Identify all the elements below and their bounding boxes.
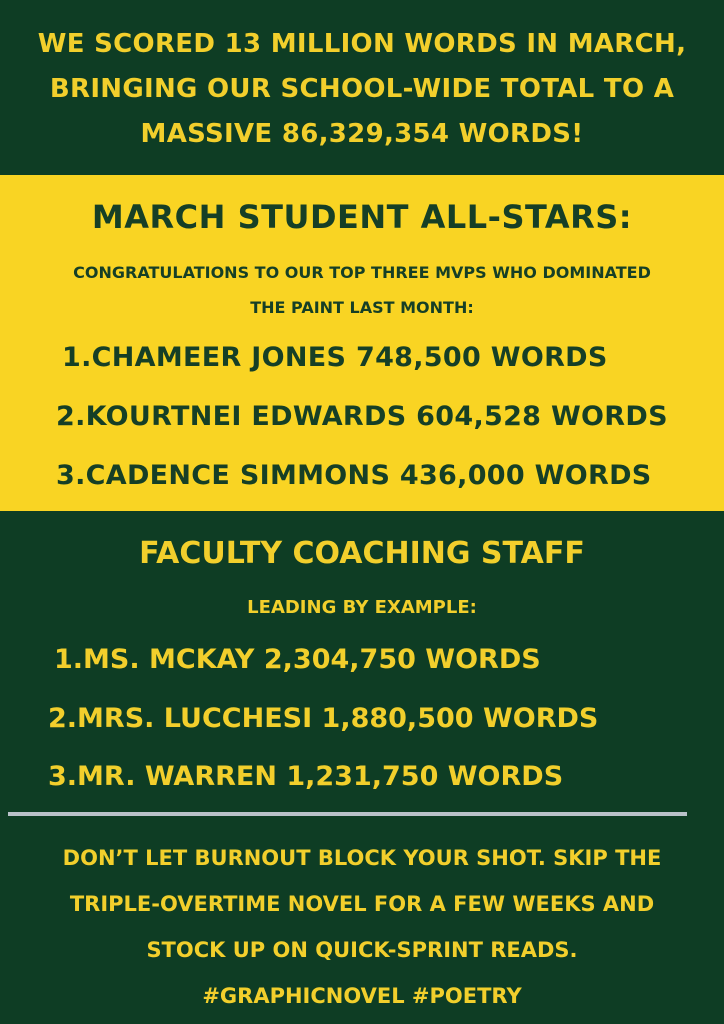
- faculty-rank-2: 2.MRS. LUCCHESI 1,880,500 WORDS: [48, 703, 599, 734]
- faculty-coaching-section: [0, 511, 724, 811]
- faculty-rank-3: 3.MR. WARREN 1,231,750 WORDS: [48, 761, 564, 792]
- intro-line-1: WE SCORED 13 MILLION WORDS IN MARCH,: [37, 29, 687, 59]
- student-all-stars-section: [0, 175, 724, 511]
- closing-line-1: DON’T LET BURNOUT BLOCK YOUR SHOT. SKIP THE: [62, 846, 662, 870]
- faculty-subheading: LEADING BY EXAMPLE:: [247, 597, 477, 618]
- closing-section: [0, 835, 724, 1024]
- student-rank-2: 2.KOURTNEI EDWARDS 604,528 WORDS: [56, 401, 668, 432]
- student-rank-3: 3.CADENCE SIMMONS 436,000 WORDS: [56, 460, 652, 491]
- intro-line-2: BRINGING OUR SCHOOL-WIDE TOTAL TO A: [49, 74, 675, 104]
- hashtags: #GRAPHICNOVEL #POETRY: [202, 984, 522, 1008]
- students-subheading-2: THE PAINT LAST MONTH:: [250, 298, 474, 317]
- closing-line-3: STOCK UP ON QUICK-SPRINT READS.: [146, 938, 578, 962]
- students-subheading-1: CONGRATULATIONS TO OUR TOP THREE MVPS WHO DOMINATED: [73, 263, 651, 282]
- faculty-heading: FACULTY COACHING STAFF: [139, 536, 585, 571]
- intro-line-3: MASSIVE 86,329,354 WORDS!: [140, 119, 584, 149]
- student-rank-1: 1.CHAMEER JONES 748,500 WORDS: [62, 342, 608, 373]
- students-heading: MARCH STUDENT ALL-STARS:: [91, 198, 633, 236]
- intro-section: [0, 0, 724, 175]
- faculty-rank-1: 1.MS. MCKAY 2,304,750 WORDS: [54, 644, 541, 675]
- closing-line-2: TRIPLE-OVERTIME NOVEL FOR A FEW WEEKS AND: [69, 892, 655, 916]
- divider: [8, 812, 687, 816]
